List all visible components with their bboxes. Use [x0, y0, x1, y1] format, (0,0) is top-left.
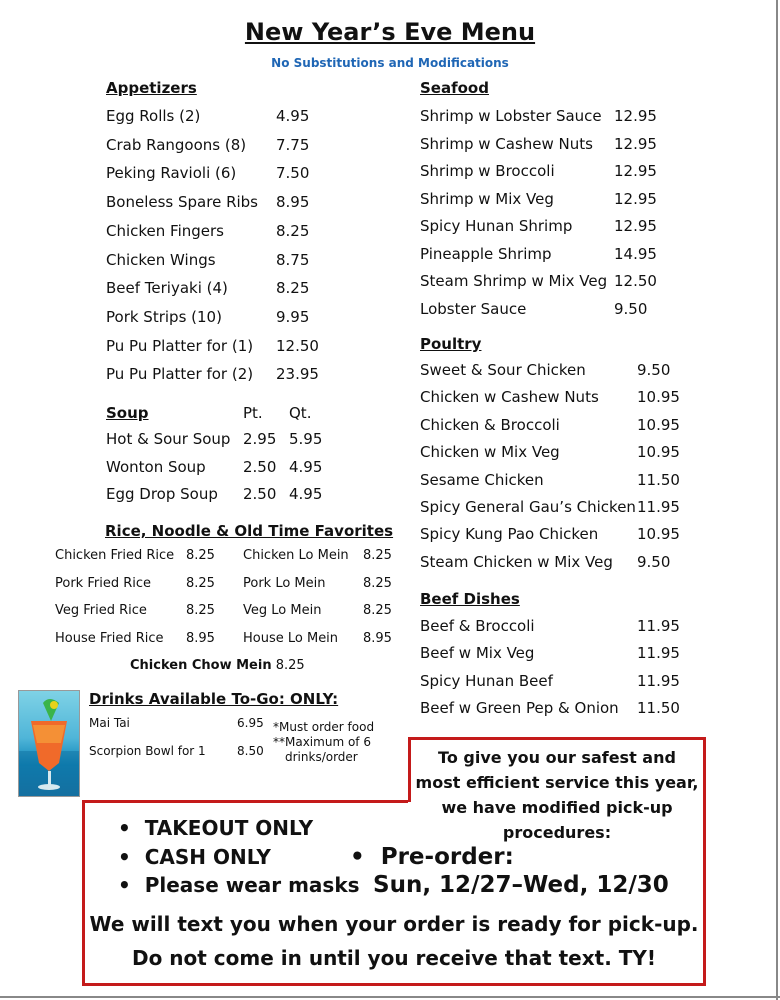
item-price: 11.50	[637, 470, 680, 489]
chow-mein-price: 8.25	[275, 658, 305, 673]
menu-title: New Year’s Eve Menu	[244, 18, 536, 46]
item-name: Beef Teriyaki (4)	[106, 279, 228, 298]
item-price: 9.50	[637, 361, 671, 379]
safety-line: To give you our safest and	[438, 748, 676, 767]
item-name: Peking Ravioli (6)	[106, 164, 237, 183]
soup-qt-price: 4.95	[289, 485, 323, 503]
item-price: 9.50	[637, 552, 671, 571]
item-price: 12.50	[614, 272, 657, 290]
noodle-item-price: 8.25	[363, 575, 392, 591]
item-name: Pineapple Shrimp	[420, 244, 552, 263]
item-price: 11.95	[637, 617, 680, 635]
item-price: 11.95	[637, 498, 680, 516]
item-name: Sesame Chicken	[420, 470, 544, 489]
drinks-note-2: **Maximum of 6	[273, 735, 371, 749]
item-price: 9.95	[276, 307, 310, 326]
text-notice-line-2: Do not come in until you receive that text. TY!	[132, 946, 656, 970]
noodle-item-name: Chicken Lo Mein	[243, 548, 349, 563]
noodle-item-name: Pork Lo Mein	[243, 575, 326, 591]
item-name: Spicy Hunan Beef	[420, 671, 553, 690]
item-name: Egg Rolls (2)	[106, 107, 201, 125]
item-name: Chicken Fingers	[106, 221, 224, 240]
drink-price: 6.95	[237, 716, 264, 730]
safety-line: we have modified pick-up	[441, 798, 673, 817]
item-name: Shrimp w Broccoli	[420, 162, 555, 180]
item-name: Chicken Wings	[106, 250, 216, 269]
page-edge-right	[776, 0, 778, 1000]
item-price: 12.95	[614, 134, 657, 153]
item-price: 10.95	[637, 415, 680, 434]
item-name: Chicken & Broccoli	[420, 415, 560, 434]
item-price: 10.95	[637, 443, 680, 462]
item-name: Pork Strips (10)	[106, 307, 222, 326]
item-price: 7.75	[276, 135, 310, 154]
item-price: 14.95	[614, 244, 657, 263]
soup-qt-header: Qt.	[289, 404, 312, 422]
drink-name: Scorpion Bowl for 1	[89, 744, 206, 758]
safety-line: procedures:	[502, 823, 612, 842]
noodle-item-price: 8.25	[363, 603, 392, 618]
item-price: 12.50	[276, 336, 319, 355]
chow-mein-name: Chicken Chow Mein	[130, 658, 272, 673]
item-price: 4.95	[276, 107, 310, 125]
noodle-item-name: Veg Lo Mein	[243, 603, 322, 618]
rice-item-price: 8.25	[186, 603, 215, 618]
item-price: 8.95	[276, 193, 310, 212]
bullet-cash: • CASH ONLY	[118, 845, 271, 869]
item-price: 12.95	[614, 189, 657, 208]
item-name: Crab Rangoons (8)	[106, 135, 247, 154]
item-name: Spicy Kung Pao Chicken	[420, 525, 599, 544]
soup-pt-price: 2.95	[243, 430, 277, 448]
rice-item-name: Pork Fried Rice	[55, 575, 151, 591]
soup-qt-price: 4.95	[289, 457, 323, 476]
item-name: Shrimp w Mix Veg	[420, 189, 554, 208]
soup-qt-price: 5.95	[289, 430, 323, 448]
rice-item-name: House Fried Rice	[55, 630, 164, 646]
noodle-item-price: 8.95	[363, 630, 392, 646]
poultry-heading: Poultry	[420, 335, 482, 353]
item-price: 7.50	[276, 164, 310, 183]
cocktail-image	[18, 690, 80, 797]
item-name: Lobster Sauce	[420, 299, 527, 318]
item-price: 8.75	[276, 250, 310, 269]
safety-message	[412, 745, 702, 845]
bullet-takeout-text: TAKEOUT ONLY	[144, 816, 314, 840]
noodle-item-price: 8.25	[363, 548, 392, 563]
preorder-label-text: Pre-order:	[380, 844, 514, 870]
item-name: Chicken w Mix Veg	[420, 443, 560, 462]
rice-heading: Rice, Noodle & Old Time Favorites	[105, 522, 394, 540]
item-name: Steam Shrimp w Mix Veg	[420, 272, 608, 290]
item-price: 9.50	[614, 299, 648, 318]
seafood-heading: Seafood	[420, 79, 489, 97]
item-price: 11.95	[637, 671, 680, 690]
bullet-cash-text: CASH ONLY	[144, 845, 271, 869]
item-name: Beef w Green Pep & Onion	[420, 699, 619, 718]
soup-name: Egg Drop Soup	[106, 485, 218, 503]
drinks-heading: Drinks Available To-Go: ONLY:	[89, 690, 339, 708]
soup-pt-price: 2.50	[243, 457, 277, 476]
rice-item-price: 8.95	[186, 630, 215, 646]
soup-pt-price: 2.50	[243, 485, 277, 503]
soup-name: Wonton Soup	[106, 457, 206, 476]
bullet-masks: • Please wear masks	[118, 873, 360, 897]
item-name: Sweet & Sour Chicken	[420, 361, 586, 379]
soup-pt-header: Pt.	[243, 404, 263, 422]
item-price: 12.95	[614, 162, 657, 180]
item-price: 11.50	[637, 699, 680, 718]
safety-line: most efficient service this year,	[415, 773, 699, 792]
bullet-masks-text: Please wear masks	[144, 873, 360, 897]
item-price: 12.95	[614, 217, 657, 235]
rice-item-price: 8.25	[186, 575, 215, 591]
item-name: Chicken w Cashew Nuts	[420, 388, 599, 407]
rice-item-name: Veg Fried Rice	[55, 603, 147, 618]
item-price: 8.25	[276, 279, 310, 298]
item-name: Pu Pu Platter for (1)	[106, 336, 254, 355]
drink-price: 8.50	[237, 744, 264, 758]
item-price: 12.95	[614, 107, 657, 125]
beef-heading: Beef Dishes	[420, 590, 520, 608]
bullet-takeout: • TAKEOUT ONLY	[118, 816, 314, 840]
item-name: Boneless Spare Ribs	[106, 193, 258, 212]
item-name: Spicy Hunan Shrimp	[420, 217, 573, 235]
rice-item-name: Chicken Fried Rice	[55, 548, 175, 563]
preorder-label: • Pre-order:	[350, 844, 514, 870]
item-name: Pu Pu Platter for (2)	[106, 365, 254, 384]
drink-name: Mai Tai	[89, 716, 130, 730]
soup-name: Hot & Sour Soup	[106, 430, 231, 448]
item-price: 11.95	[637, 644, 680, 663]
noodle-item-name: House Lo Mein	[243, 630, 339, 646]
item-name: Beef & Broccoli	[420, 617, 535, 635]
item-price: 23.95	[276, 365, 319, 384]
item-name: Shrimp w Cashew Nuts	[420, 134, 593, 153]
text-notice-line-1: We will text you when your order is ready for pick-up.	[89, 912, 699, 936]
rice-item-price: 8.25	[186, 548, 215, 563]
drinks-note-3: drinks/order	[285, 750, 358, 764]
page-edge-bottom	[0, 996, 780, 998]
item-name: Shrimp w Lobster Sauce	[420, 107, 602, 125]
drinks-notes	[273, 720, 374, 765]
item-name: Spicy General Gau’s Chicken	[420, 498, 636, 516]
menu-subtitle: No Substitutions and Modifications	[271, 56, 509, 70]
preorder-dates: Sun, 12/27–Wed, 12/30	[373, 872, 669, 898]
drinks-note-1: *Must order food	[273, 720, 375, 734]
item-name: Steam Chicken w Mix Veg	[420, 552, 613, 571]
item-price: 10.95	[637, 525, 680, 544]
soup-heading: Soup	[106, 404, 149, 422]
item-name: Beef w Mix Veg	[420, 644, 535, 663]
item-price: 8.25	[276, 221, 310, 240]
chow-mein-row	[130, 658, 305, 673]
item-price: 10.95	[637, 388, 680, 407]
appetizers-heading: Appetizers	[106, 79, 197, 97]
